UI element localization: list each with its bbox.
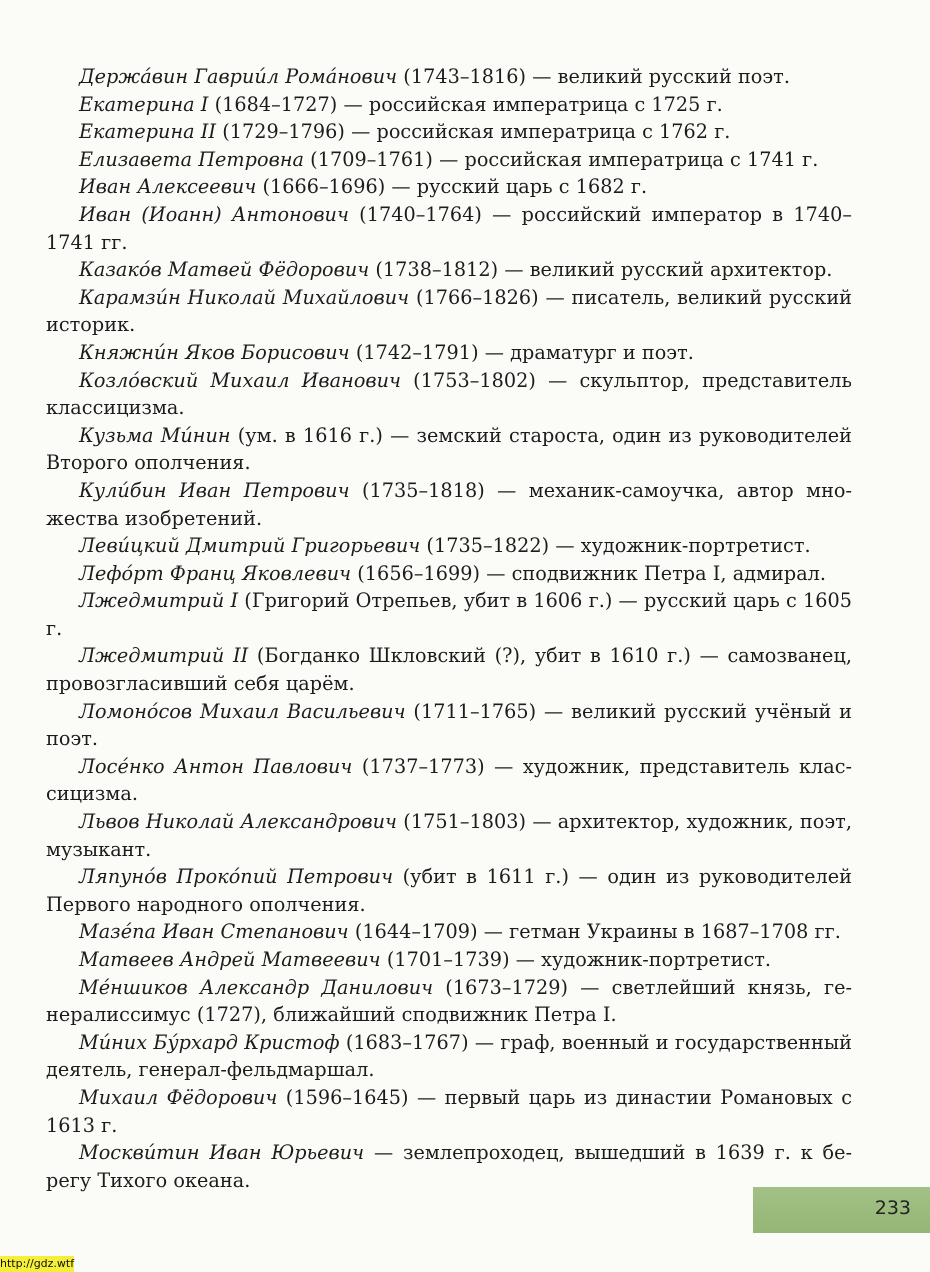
glossary-entry xyxy=(46,146,852,174)
entry-description: (1666–1696) — русский царь с 1682 г. xyxy=(262,175,648,199)
glossary-entry xyxy=(46,753,852,808)
entry-name: Лжедмитрий II xyxy=(79,644,249,668)
entry-description: (1740–1764) — российский император в 1740–1741 гг. xyxy=(46,202,852,254)
glossary-entry xyxy=(46,63,852,91)
entry-description: (1683–1767) — граф, военный и государственный деятель, генерал-фельдмаршал. xyxy=(46,1030,852,1082)
entry-description: (1656–1699) — сподвижник Петра I, адмирал. xyxy=(357,561,827,585)
glossary-entry xyxy=(46,339,852,367)
glossary-entry xyxy=(46,587,852,642)
glossary-entry xyxy=(46,642,852,697)
entry-name: Екатерина I xyxy=(79,92,209,116)
entry-description: (1743–1816) — великий русский поэт. xyxy=(403,65,790,88)
entry-description: (1673–1729) — светлейший князь, генералиссимус (1727), ближайший сподвижник Петра I. xyxy=(46,975,852,1027)
entry-name: Ме́ншиков Александр Данилович xyxy=(79,975,434,999)
page-number-box xyxy=(753,1187,930,1233)
entry-name: Лжедмитрий I xyxy=(79,589,239,613)
glossary-entry xyxy=(46,946,852,974)
glossary-entry xyxy=(46,918,852,946)
entry-description: (1596–1645) — первый царь из династии Романовых с 1613 г. xyxy=(46,1085,853,1137)
page-number: 233 xyxy=(874,1197,911,1219)
entry-name: Ломоно́сов Михаил Васильевич xyxy=(79,699,406,723)
entry-name: Лосе́нко Антон Павлович xyxy=(79,754,353,778)
entry-name: Матвеев Андрей Матвеевич xyxy=(79,948,381,971)
entry-description: (1742–1791) — драматург и поэт. xyxy=(355,340,694,364)
entry-name: Москви́тин Иван Юрьевич xyxy=(79,1141,365,1165)
entry-description: (Богданко Шкловский (?), убит в 1610 г.) — самозванец, провозгласивший себя царём. xyxy=(46,644,852,696)
entry-description: (1737–1773) — художник, представитель классицизма. xyxy=(46,754,852,806)
glossary-entry xyxy=(46,173,852,201)
entry-name: Иван (Иоанн) Антонович xyxy=(79,202,349,226)
entry-description: (1738–1812) — великий русский архитектор. xyxy=(375,258,833,282)
entry-name: Ляпуно́в Проко́пий Петрович xyxy=(79,865,394,889)
glossary-entry xyxy=(46,91,852,119)
glossary-entry xyxy=(46,422,852,477)
entry-name: Казако́в Матвей Фёдорович xyxy=(79,258,370,282)
site-watermark-label: http://gdz.wtf xyxy=(0,1257,75,1270)
entry-description: (1753–1802) — скульптор, представитель классицизма. xyxy=(46,368,852,420)
glossary-entry xyxy=(46,1139,852,1194)
entry-name: Кули́бин Иван Петрович xyxy=(79,478,350,502)
glossary-entry xyxy=(46,532,852,560)
entry-description: (1711–1765) — великий русский учёный и поэт. xyxy=(46,699,852,751)
glossary-entry xyxy=(46,118,852,146)
entry-name: Кузьма Ми́нин xyxy=(79,423,231,447)
entry-name: Леви́цкий Дмитрий Григорьевич xyxy=(79,534,421,558)
glossary-entry xyxy=(46,1084,852,1139)
entry-name: Лефо́рт Франц Яковлевич xyxy=(79,561,352,585)
entry-description: (Григорий Отрепьев, убит в 1606 г.) — русский царь с 1605 г. xyxy=(46,589,853,640)
glossary-entry xyxy=(46,367,852,422)
entry-description: (1644–1709) — гетман Украины в 1687–1708 гг. xyxy=(354,920,841,944)
entry-description: (1709–1761) — российская императрица с 1741 г. xyxy=(310,147,819,171)
entry-name: Михаил Фёдорович xyxy=(79,1085,278,1109)
entry-name: Княжни́н Яков Борисович xyxy=(79,340,350,364)
entry-description: (1751–1803) — архитектор, художник, поэт, музыкант. xyxy=(46,810,852,861)
entry-name: Елизавета Петровна xyxy=(79,147,305,171)
glossary-list xyxy=(46,63,852,1194)
entry-description: (1701–1739) — художник-портретист. xyxy=(386,948,772,971)
entry-description: (1735–1818) — механик-самоучка, автор множества изобретений. xyxy=(46,478,853,530)
entry-name: Иван Алексеевич xyxy=(79,175,257,199)
entry-name: Козло́вский Михаил Иванович xyxy=(79,368,402,392)
entry-name: Держа́вин Гаврии́л Рома́нович xyxy=(79,65,398,88)
entry-name: Мазе́па Иван Степанович xyxy=(79,920,349,944)
entry-name: Ми́них Бу́рхард Кристоф xyxy=(79,1030,340,1054)
entry-description: (ум. в 1616 г.) — земский староста, один из руководителей Второго ополчения. xyxy=(46,423,853,475)
glossary-entry xyxy=(46,560,852,588)
entry-description: (1729–1796) — российская императрица с 1762 г. xyxy=(222,120,731,144)
entry-description: (1735–1822) — художник-портретист. xyxy=(426,534,811,558)
glossary-entry xyxy=(46,477,852,532)
entry-description: (1766–1826) — писатель, великий русский историк. xyxy=(46,285,852,337)
glossary-entry xyxy=(46,1029,852,1084)
entry-description: (1684–1727) — российская императрица с 1725 г. xyxy=(214,92,723,116)
entry-description: — землепроходец, вышедший в 1639 г. к берегу Тихого океана. xyxy=(46,1141,852,1192)
glossary-entry xyxy=(46,974,852,1029)
glossary-entry xyxy=(46,284,852,339)
glossary-entry xyxy=(46,808,852,863)
glossary-entry xyxy=(46,201,852,256)
glossary-entry xyxy=(46,256,852,284)
glossary-entry xyxy=(46,698,852,753)
entry-description: (убит в 1611 г.) — один из руководителей Первого народного ополчения. xyxy=(46,865,852,916)
glossary-entry xyxy=(46,863,852,918)
entry-name: Львов Николай Александрович xyxy=(79,810,398,834)
entry-name: Карамзи́н Николай Михайлович xyxy=(79,285,410,309)
entry-name: Екатерина II xyxy=(79,120,217,144)
